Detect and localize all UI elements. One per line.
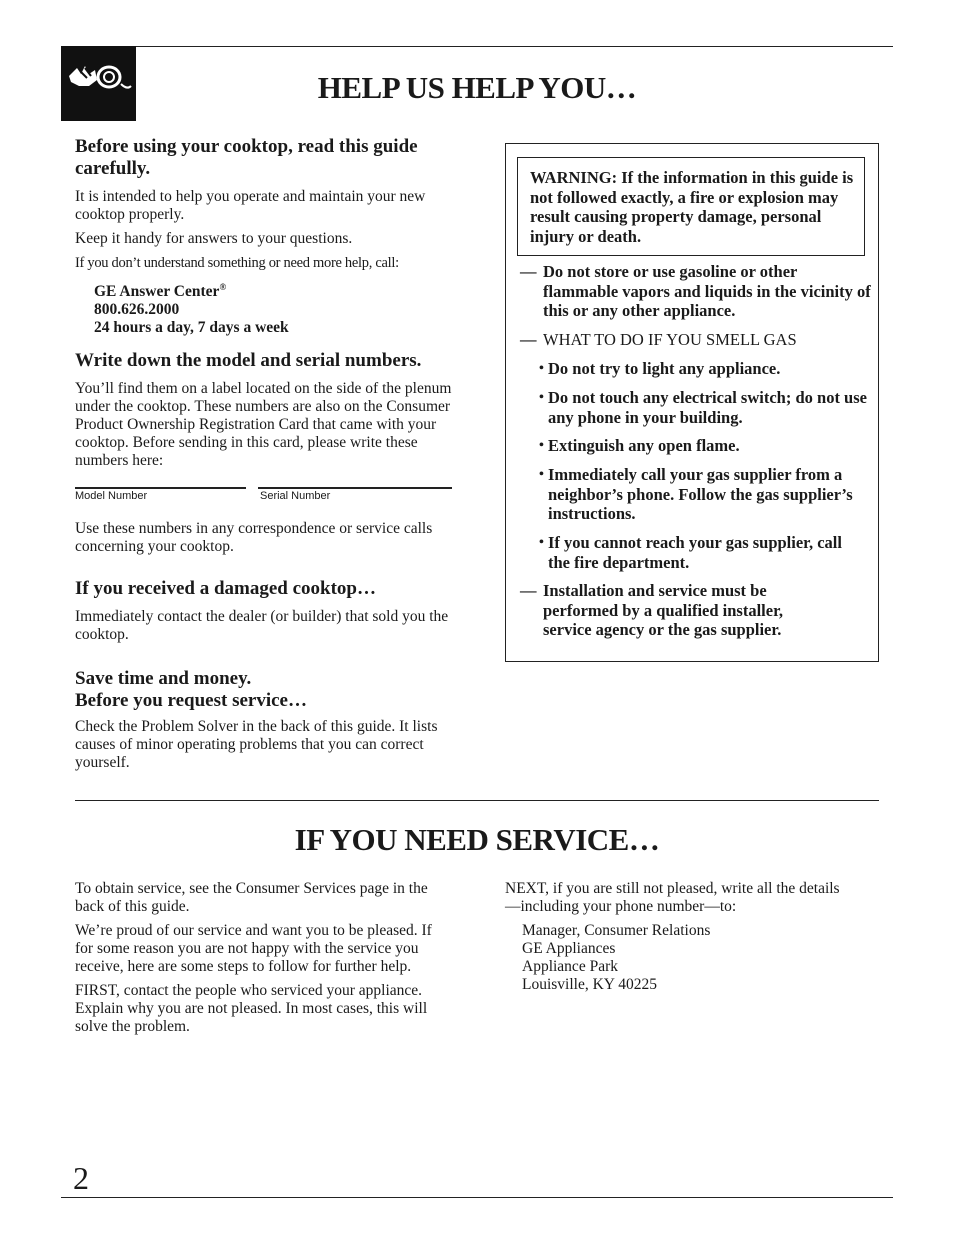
model-serial-body: You’ll find them on a label located on the side of the plenum under the cooktop. These numbers are also on the Consumer Product Ownership Registration Card that came with your cooktop. Before sending in this card, please write these numbers here: bbox=[75, 380, 452, 469]
bullet-mark: • bbox=[539, 535, 544, 550]
warning-text: WARNING: If the information in this guide is not followed exactly, a fire or explosion may result causing property damage, personal injury or death. bbox=[530, 168, 854, 246]
service-left-p1: To obtain service, see the Consumer Services page in the back of this guide. bbox=[75, 880, 428, 915]
damaged-heading: If you received a damaged cooktop… bbox=[75, 578, 376, 599]
save-time-body: Check the Problem Solver in the back of this guide. It lists causes of minor operating problems that you can correct yourself. bbox=[75, 718, 438, 771]
bottom-rule bbox=[61, 1197, 893, 1198]
address-line-4: Louisville, KY 40225 bbox=[522, 976, 658, 993]
service-left-p2: We’re proud of our service and want you to be pleased. If for some reason you are not happy with the service you receive, here are some steps to follow for further help. bbox=[75, 922, 432, 975]
address-line-1: Manager, Consumer Relations bbox=[522, 922, 711, 939]
model-serial-after-text: Use these numbers in any correspondence or service calls concerning your cooktop. bbox=[75, 520, 433, 555]
gas-step-5-text: If you cannot reach your gas supplier, call the fire department. bbox=[548, 533, 842, 572]
model-serial-section bbox=[75, 350, 460, 470]
gas-step-3-text: Extinguish any open flame. bbox=[548, 436, 740, 455]
contact-hours: 24 hours a day, 7 days a week bbox=[94, 319, 289, 337]
top-rule bbox=[61, 46, 893, 47]
bullet-mark: • bbox=[539, 361, 544, 376]
address-line-2: GE Appliances bbox=[522, 940, 616, 957]
page-number: 2 bbox=[73, 1160, 89, 1196]
contact-name: GE Answer Center bbox=[94, 283, 220, 301]
address-line-3: Appliance Park bbox=[522, 958, 618, 975]
service-left-p3: FIRST, contact the people who serviced your appliance. Explain why you are not pleased. In most cases, this will solve the problem. bbox=[75, 982, 428, 1035]
serial-number-label: Serial Number bbox=[260, 490, 331, 502]
read-guide-p2: Keep it handy for answers to your questions. bbox=[75, 230, 353, 247]
serial-number-line[interactable] bbox=[258, 487, 452, 489]
contact-phone: 800.626.2000 bbox=[94, 301, 180, 319]
save-time-section bbox=[75, 668, 460, 772]
read-guide-section bbox=[75, 136, 460, 337]
section-divider bbox=[75, 800, 879, 801]
service-right-column bbox=[505, 880, 845, 994]
model-serial-heading: Write down the model and serial numbers. bbox=[75, 350, 422, 371]
dash-mark: — bbox=[520, 330, 537, 349]
read-guide-heading: Before using your cooktop, read this guide carefully. bbox=[75, 136, 418, 179]
registered-mark: ® bbox=[219, 282, 227, 292]
bullet-mark: • bbox=[539, 467, 544, 482]
service-right-p1: NEXT, if you are still not pleased, write all the details—including your phone number—to: bbox=[505, 880, 840, 915]
warning-item-3-text: Installation and service must be performed by a qualified installer, service agency or the gas supplier. bbox=[543, 581, 784, 639]
mailing-address bbox=[522, 922, 845, 994]
dash-mark: — bbox=[520, 581, 537, 600]
read-guide-p3: If you don’t understand something or need more help, call: bbox=[75, 255, 399, 271]
gas-step-1-text: Do not try to light any appliance. bbox=[548, 359, 781, 378]
warning-inner-box bbox=[517, 157, 865, 256]
gas-step-2-text: Do not touch any electrical switch; do not use any phone in your building. bbox=[548, 388, 867, 427]
warning-item-2-text: WHAT TO DO IF YOU SMELL GAS bbox=[543, 330, 797, 349]
model-number-line[interactable] bbox=[75, 487, 246, 489]
warning-item-1-text: Do not store or use gasoline or other flammable vapors and liquids in the vicinity of this or any other appliance. bbox=[543, 262, 871, 320]
dash-mark: — bbox=[520, 262, 537, 281]
service-left-column bbox=[75, 880, 450, 1042]
service-title: IF YOU NEED SERVICE… bbox=[294, 822, 660, 857]
bullet-mark: • bbox=[539, 390, 544, 405]
bullet-mark: • bbox=[539, 438, 544, 453]
model-number-label: Model Number bbox=[75, 490, 148, 502]
contact-block bbox=[94, 278, 460, 337]
save-time-heading-2: Before you request service… bbox=[75, 690, 307, 711]
model-serial-after bbox=[75, 520, 460, 556]
page-title: HELP US HELP YOU… bbox=[317, 70, 637, 105]
save-time-heading-1: Save time and money. bbox=[75, 668, 252, 689]
read-guide-p1: It is intended to help you operate and maintain your new cooktop properly. bbox=[75, 188, 426, 223]
damaged-body: Immediately contact the dealer (or builder) that sold you the cooktop. bbox=[75, 608, 449, 643]
gas-step-4-text: Immediately call your gas supplier from a neighbor’s phone. Follow the gas supplier’s instructions. bbox=[548, 465, 853, 523]
damaged-section bbox=[75, 578, 460, 644]
